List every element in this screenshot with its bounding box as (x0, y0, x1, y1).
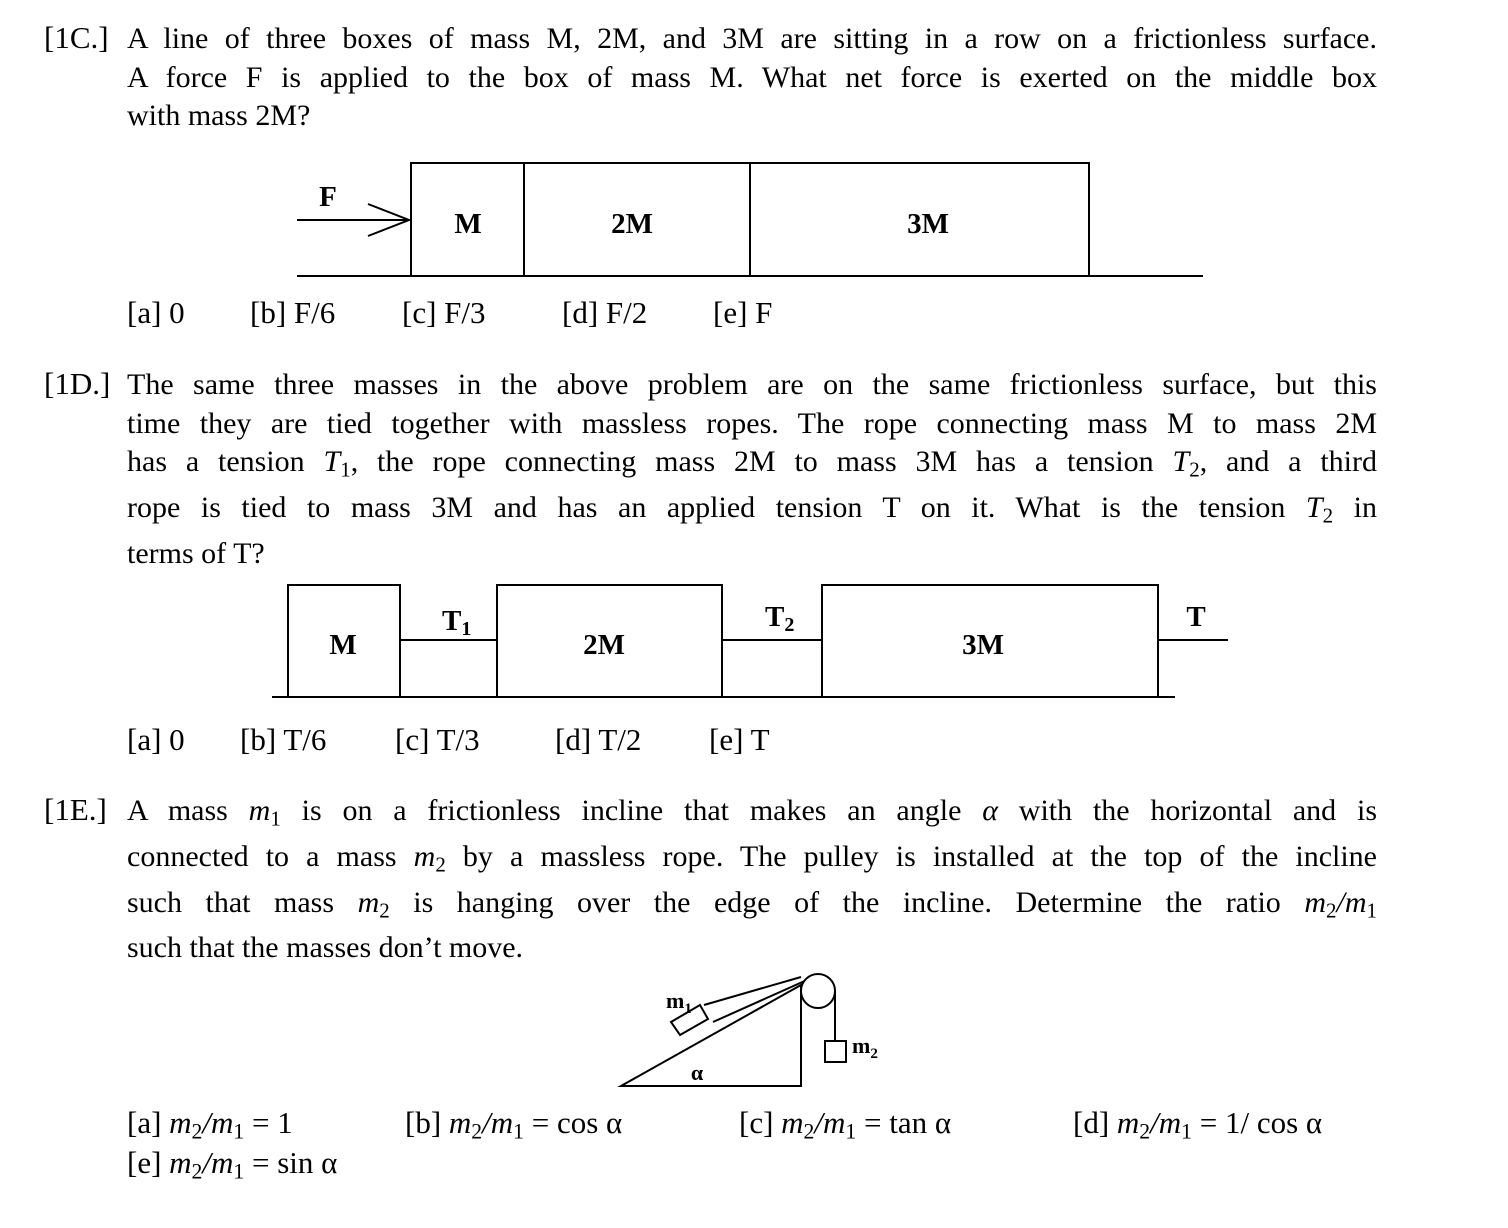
math-letter: m (1158, 1105, 1182, 1140)
choice-b[interactable]: [b] T/6 (240, 722, 327, 757)
problem-text (127, 792, 1377, 968)
choice-label: [a] (127, 1105, 162, 1140)
text-line (127, 884, 1377, 930)
math-sub: 1 (233, 1119, 245, 1144)
math-sub: 2 (471, 1119, 483, 1144)
math-sub: 2 (1139, 1119, 1151, 1144)
text-run: A mass (127, 794, 249, 827)
math-sub: 2 (1189, 457, 1200, 482)
math-letter: m (413, 839, 436, 873)
rope-t1-label (442, 605, 471, 640)
rope-t1-letter: T (442, 605, 462, 637)
ratio (781, 1105, 857, 1144)
math-letter: m (1116, 1105, 1140, 1140)
box-m-label: M (329, 629, 357, 661)
rope-lower (704, 977, 801, 1005)
m2-sub: 2 (870, 1046, 878, 1062)
choice-c[interactable]: [c] T/3 (395, 722, 480, 757)
choice-e[interactable]: [e] T (709, 722, 770, 757)
ratio (169, 1105, 245, 1144)
math-slash: / (202, 1145, 212, 1180)
text-line (127, 838, 1377, 884)
text-line: time they are tied together with massless ropes. The rope connecting mass M to mass 2M (127, 406, 1377, 440)
mass-m2-box (825, 1041, 846, 1062)
rope-t1-sub: 1 (461, 618, 472, 640)
math-sub: 2 (191, 1119, 203, 1144)
rope-t-label: T (1186, 601, 1206, 633)
choice-expr: = sin α (252, 1145, 338, 1180)
angle-alpha: α (982, 794, 998, 827)
text-run: in (1333, 490, 1377, 524)
text-run: rope is tied to mass 3M and has an applied tension T on it. What is the tension (127, 490, 1306, 524)
mass-m2 (357, 885, 390, 922)
m1-sub: 1 (684, 1001, 692, 1017)
m2-label (852, 1033, 878, 1062)
math-letter: m (1304, 885, 1326, 919)
m1-label (666, 988, 692, 1017)
text-run: , the rope connecting mass 2M to mass 3M has a tension (350, 445, 1173, 478)
text-line: terms of T? (127, 536, 265, 570)
math-letter: T (1305, 490, 1323, 524)
text-line (127, 489, 1377, 535)
math-letter: m (781, 1105, 804, 1140)
problem-label: [1E.] (44, 792, 107, 827)
text-run: is on a frictionless incline that makes an angle (280, 794, 983, 827)
choice-d[interactable]: [d] T/2 (555, 722, 642, 757)
math-letter: m (211, 1145, 234, 1180)
text-line (127, 443, 1377, 489)
mass-m2 (413, 839, 446, 876)
problem-label: [1C.] (44, 20, 109, 55)
choice-a[interactable]: [a] 0 (127, 722, 185, 757)
mass-m1 (248, 794, 281, 831)
incline (621, 985, 801, 1086)
math-sub: 1 (1181, 1119, 1192, 1144)
text-run: by a massless rope. The pulley is installed at the top of the incline (445, 839, 1377, 873)
text-run: is hanging over the edge of the incline. Determine the ratio (389, 885, 1305, 919)
text-run: connected to a mass (127, 839, 414, 873)
choice-b[interactable]: [b] F/6 (250, 295, 336, 330)
box-3m-label: 3M (907, 208, 949, 240)
ratio (448, 1105, 524, 1144)
math-sub: 2 (803, 1119, 815, 1144)
math-sub: 2 (435, 852, 446, 876)
text-run: has a tension (127, 445, 324, 478)
problem-text (127, 366, 1377, 573)
diagram-1c (297, 163, 1203, 276)
math-sub: 1 (513, 1119, 524, 1144)
math-letter: m (211, 1105, 234, 1140)
math-slash: / (1150, 1105, 1159, 1140)
math-letter: m (169, 1145, 192, 1180)
math-slash: / (482, 1105, 491, 1140)
math-sub: 2 (191, 1159, 203, 1184)
rope-t2-sub: 2 (784, 614, 795, 636)
math-slash: / (814, 1105, 824, 1140)
tension-t2 (1172, 445, 1200, 482)
pulley (801, 974, 835, 1008)
text-line: The same three masses in the above problem are on the same frictionless surface, but this (127, 368, 1377, 401)
choice-expr: = 1 (252, 1105, 293, 1140)
choice-label: [b] (405, 1105, 442, 1140)
math-sub: 1 (270, 806, 281, 831)
math-slash: / (202, 1105, 212, 1140)
diagram-1e-labels (666, 988, 878, 1085)
math-sub: 2 (1325, 897, 1337, 922)
math-letter: m (823, 1105, 846, 1140)
choice-expr: = tan α (864, 1105, 952, 1140)
text-run: such that mass (127, 885, 358, 919)
choice-d[interactable] (1073, 1105, 1322, 1144)
ratio (1304, 885, 1377, 922)
text-line: A force F is applied to the box of mass M. What net force is exerted on the middle box (127, 60, 1377, 94)
math-slash: / (1336, 885, 1345, 919)
choice-a[interactable]: [a] 0 (127, 295, 185, 330)
text-line: with mass 2M? (127, 99, 311, 132)
choice-expr: = 1/ cos α (1199, 1105, 1323, 1140)
math-letter: m (248, 794, 271, 827)
choice-d[interactable]: [d] F/2 (562, 295, 648, 330)
choice-label: [c] (739, 1105, 774, 1140)
math-sub: 2 (379, 897, 390, 922)
diagram-1d (272, 585, 1228, 697)
rope-t2-letter: T (765, 601, 785, 633)
choice-e[interactable] (127, 1145, 337, 1184)
diagram-1e (621, 974, 846, 1086)
ratio (1116, 1105, 1192, 1144)
math-letter: m (1344, 885, 1367, 919)
text-run: with the horizontal and is (997, 794, 1378, 827)
m2-letter: m (852, 1033, 871, 1058)
math-letter: T (323, 445, 341, 478)
tension-t1 (323, 445, 351, 482)
math-letter: m (448, 1105, 472, 1140)
diagram-1d-labels (329, 601, 1205, 661)
text-line (127, 792, 1377, 838)
force-label: F (319, 181, 337, 213)
math-letter: m (169, 1105, 192, 1140)
text-line: A line of three boxes of mass M, 2M, and 3M are sitting in a row on a frictionless surface. (127, 22, 1377, 55)
problem-label: [1D.] (44, 366, 111, 401)
math-sub: 1 (340, 457, 351, 482)
choice-label: [e] (127, 1145, 162, 1180)
math-letter: m (357, 885, 380, 919)
math-sub: 2 (1322, 503, 1334, 527)
box-m-label: M (454, 208, 482, 240)
text-line: such that the masses don’t move. (127, 931, 524, 965)
m1-letter: m (666, 988, 685, 1013)
diagram-1c-labels (319, 181, 949, 240)
rope-t2-label (765, 601, 794, 636)
box-2m-label: 2M (611, 208, 653, 240)
math-sub: 1 (233, 1159, 245, 1184)
choice-c[interactable]: [c] F/3 (402, 295, 486, 330)
choice-e[interactable]: [e] F (713, 295, 773, 330)
math-sub: 1 (845, 1119, 857, 1144)
choice-label: [d] (1073, 1105, 1110, 1140)
choice-b[interactable] (405, 1105, 622, 1144)
angle-label: α (690, 1060, 704, 1085)
choice-expr: = cos α (531, 1105, 623, 1140)
text-run: , and a third (1199, 445, 1377, 478)
ratio (169, 1145, 245, 1184)
math-letter: T (1172, 445, 1190, 478)
choice-a[interactable] (127, 1105, 293, 1144)
box-3m-label: 3M (962, 629, 1004, 661)
math-sub: 1 (1366, 897, 1377, 922)
math-letter: m (490, 1105, 514, 1140)
choice-c[interactable] (739, 1105, 951, 1144)
tension-t2 (1305, 490, 1334, 527)
box-2m-label: 2M (583, 629, 625, 661)
